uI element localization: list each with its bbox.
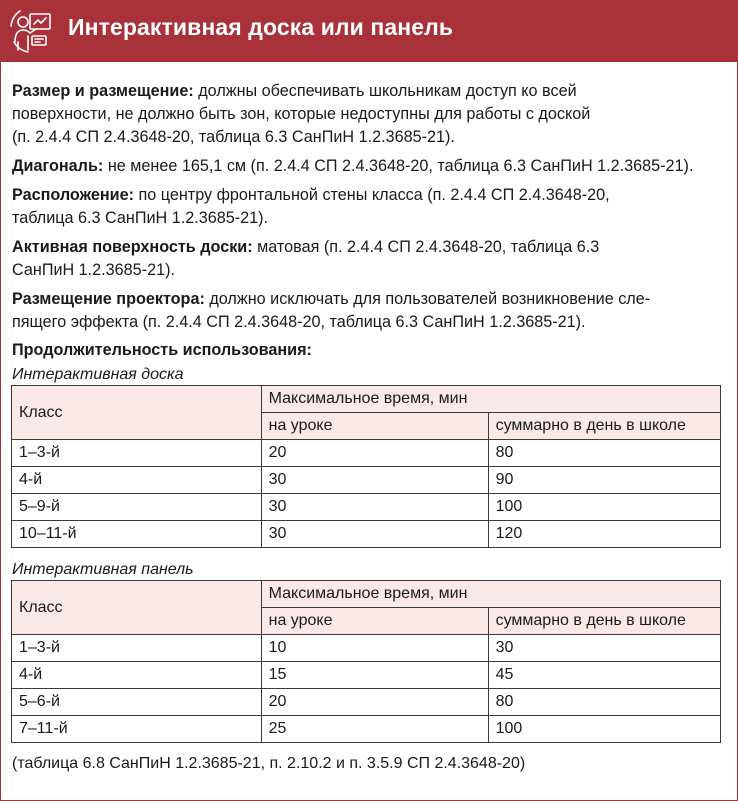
cell-lesson: 15: [261, 662, 488, 689]
para-label: Диагональ:: [12, 157, 104, 175]
cell-grade: 10–11-й: [12, 521, 262, 548]
table-row: [12, 635, 721, 662]
cell-day: 90: [488, 467, 720, 494]
cell-lesson: 25: [261, 716, 488, 743]
cell-lesson: 20: [261, 689, 488, 716]
table-panel: [11, 580, 721, 743]
col-day-header: суммарно в день в школе: [488, 608, 720, 635]
table-caption-board: Интерактивная доска: [12, 366, 184, 383]
para-active-surface: Активная поверхность доски: матовая (п. 2.4.4 СП 2.4.3648-20, таблица 6.3 СанПиН 1.2.3685-21).: [12, 238, 600, 279]
cell-day: 45: [488, 662, 720, 689]
cell-grade: 4-й: [12, 662, 262, 689]
cell-lesson: 30: [261, 494, 488, 521]
content: [12, 80, 728, 775]
cell-lesson: 30: [261, 521, 488, 548]
para-projector: Размещение проектора: должно исключать для пользователей возникновение сле- пящего эффекта (п. 2.4.4 СП 2.4.3648-20, таблица 6.3 СанПиН 1.2.3685-21).: [12, 290, 651, 331]
table-row: [12, 662, 721, 689]
teacher-at-board-icon: [6, 6, 56, 56]
cell-day: 80: [488, 440, 720, 467]
col-group-header: Максимальное время, мин: [261, 386, 720, 413]
cell-grade: 7–11-й: [12, 716, 262, 743]
para-label: Расположение:: [12, 186, 134, 204]
para-label: Размер и размещение:: [12, 82, 194, 100]
table-board: [11, 385, 721, 548]
cell-day: 120: [488, 521, 720, 548]
table-header-row: [12, 581, 721, 608]
cell-grade: 5–9-й: [12, 494, 262, 521]
para-diagonal: Диагональ: не менее 165,1 см (п. 2.4.4 СП 2.4.3648-20, таблица 6.3 СанПиН 1.2.3685-21).: [12, 157, 694, 175]
cell-grade: 1–3-й: [12, 635, 262, 662]
cell-day: 100: [488, 716, 720, 743]
footer-reference: (таблица 6.8 СанПиН 1.2.3685-21, п. 2.10.2 и п. 3.5.9 СП 2.4.3648-20): [12, 755, 526, 772]
table-row: [12, 494, 721, 521]
cell-grade: 5–6-й: [12, 689, 262, 716]
col-class-header: Класс: [12, 581, 262, 635]
col-lesson-header: на уроке: [261, 608, 488, 635]
table-row: [12, 716, 721, 743]
cell-lesson: 20: [261, 440, 488, 467]
table-header-row: [12, 386, 721, 413]
table-row: [12, 521, 721, 548]
header-bar: [0, 0, 738, 62]
cell-grade: 1–3-й: [12, 440, 262, 467]
cell-lesson: 30: [261, 467, 488, 494]
col-day-header: суммарно в день в школе: [488, 413, 720, 440]
table-row: [12, 689, 721, 716]
cell-day: 80: [488, 689, 720, 716]
table-caption-panel: Интерактивная панель: [12, 561, 194, 578]
para-location: Расположение: по центру фронтальной стены класса (п. 2.4.4 СП 2.4.3648-20, таблица 6.3 СанПиН 1.2.3685-21).: [12, 186, 610, 227]
cell-day: 30: [488, 635, 720, 662]
table-row: [12, 440, 721, 467]
duration-heading: Продолжительность использования:: [12, 341, 312, 359]
para-label: Размещение проектора:: [12, 290, 205, 308]
header-title: Интерактивная доска или панель: [68, 14, 454, 40]
cell-grade: 4-й: [12, 467, 262, 494]
para-size-placement: Размер и размещение: должны обеспечивать школьникам доступ ко всей поверхности, не должно быть зон, которые недоступны для работы с доской (п. 2.4.4 СП 2.4.3648-20, таблица 6.3 СанПиН 1.2.3685-21).: [12, 82, 591, 146]
col-class-header: Класс: [12, 386, 262, 440]
cell-lesson: 10: [261, 635, 488, 662]
col-group-header: Максимальное время, мин: [261, 581, 720, 608]
cell-day: 100: [488, 494, 720, 521]
col-lesson-header: на уроке: [261, 413, 488, 440]
para-label: Активная поверхность доски:: [12, 238, 253, 256]
table-row: [12, 467, 721, 494]
